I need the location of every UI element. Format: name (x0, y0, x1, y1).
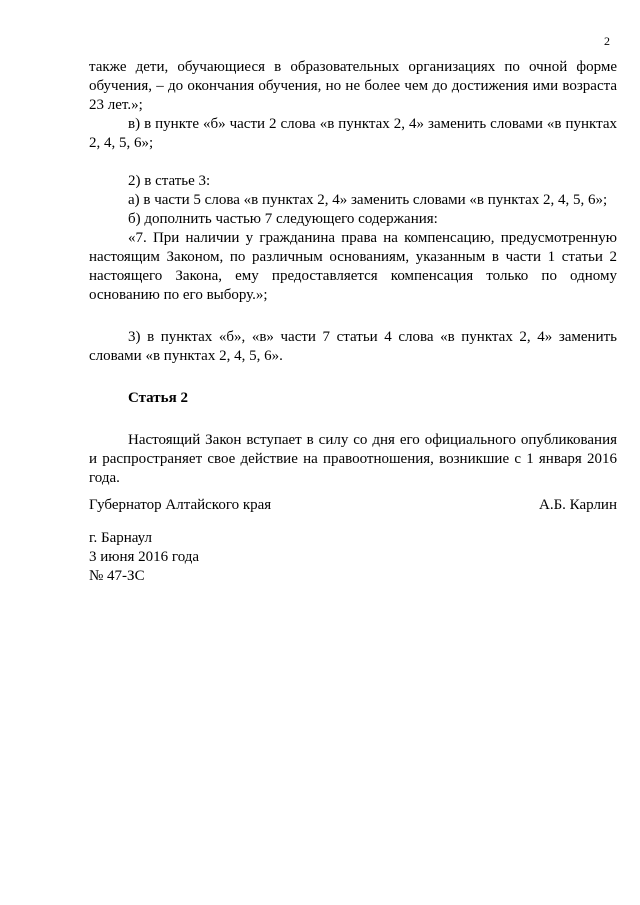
signatory-position: Губернатор Алтайского края (89, 497, 272, 513)
paragraph-item-b: б) дополнить частью 7 следующего содержания: (128, 211, 438, 227)
paragraph-entry-into-force: Настоящий Закон вступает в силу со дня его официального опубликования и распространяет свое действие на правоотношения, возникшие с 1 января 2016 года. (89, 432, 617, 486)
paragraph-item-v: в) в пункте «б» части 2 слова «в пунктах 2, 4» заменить словами «в пунктах 2, 4, 5, 6»; (89, 116, 617, 151)
paragraph-quote-7: «7. При наличии у гражданина права на компенсацию, предусмотренную настоящим Законом, по различным основаниям, указанным в части 1 статьи 2 настоящего Закона, ему предоставляется компенсация только по одному основанию по его выбору.»; (89, 230, 617, 303)
document-body (89, 58, 617, 488)
paragraph-item-3: 3) в пунктах «б», «в» части 7 статьи 4 слова «в пунктах 2, 4» заменить словами «в пунктах 2, 4, 5, 6». (89, 329, 617, 364)
signing-date: 3 июня 2016 года (89, 549, 200, 565)
signature-row (89, 496, 617, 515)
signatory-name: А.Б. Карлин (538, 497, 617, 513)
signing-city: г. Барнаул (89, 530, 152, 546)
paragraph-item-a: а) в части 5 слова «в пунктах 2, 4» заменить словами «в пунктах 2, 4, 5, 6»; (128, 192, 608, 208)
paragraph-continuation: также дети, обучающиеся в образовательных организациях по очной форме обучения, – до окончания обучения, но не более чем до достижения ими возраста 23 лет.»; (89, 59, 617, 113)
page-number: 2 (604, 34, 610, 48)
signature-block (89, 496, 617, 586)
law-number: № 47-ЗС (89, 568, 145, 584)
place-date-block (89, 529, 617, 586)
paragraph-item-2: 2) в статье 3: (128, 173, 211, 189)
article-heading: Статья 2 (128, 390, 188, 406)
